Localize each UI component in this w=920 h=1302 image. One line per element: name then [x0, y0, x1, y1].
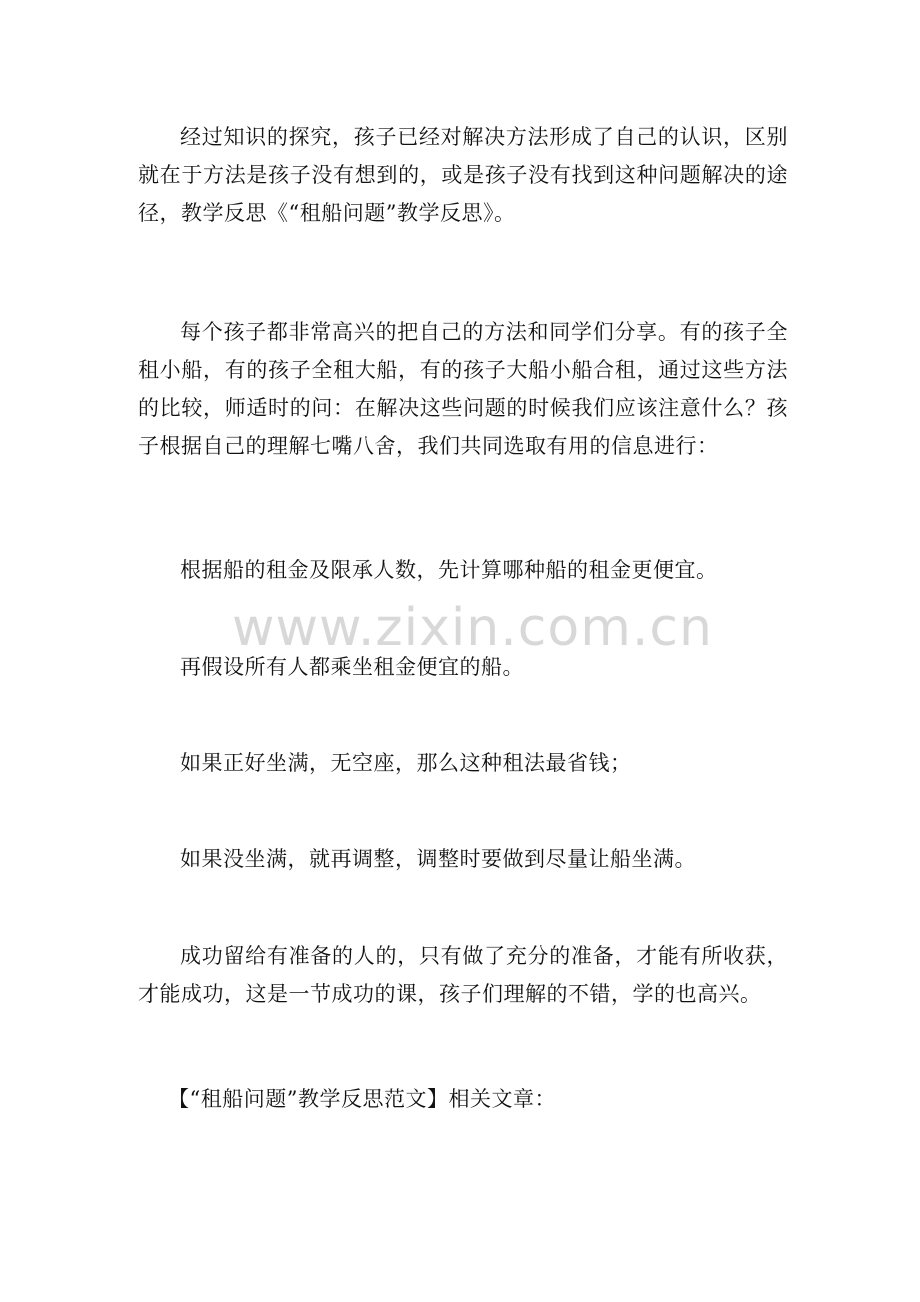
paragraph-4: 再假设所有人都乘坐租金便宜的船。: [180, 655, 524, 679]
paragraph-6: 如果没坐满，就再调整，调整时要做到尽量让船坐满。: [180, 847, 696, 871]
paragraph-1: 经过知识的探究，孩子已经对解决方法形成了自己的认识，区别就在于方法是孩子没有想到的，或是孩子没有找到这种问题解决的途径，教学反思《“租船问题”教学反思》。: [138, 125, 788, 225]
paragraph-5: 如果正好坐满，无空座，那么这种租法最省钱；: [180, 751, 632, 775]
related-articles-heading: 【“租船问题”教学反思范文】相关文章：: [168, 1087, 556, 1111]
watermark: www.zixin.com.cn: [232, 598, 713, 658]
paragraph-2: 每个孩子都非常高兴的把自己的方法和同学们分享。有的孩子全租小船，有的孩子全租大船，有的孩子大船小船合租，通过这些方法的比较，师适时的问：在解决这些问题的时候我们应该注意什么？孩子根据自己的理解七嘴八舍，我们共同选取有用的信息进行：: [138, 320, 788, 458]
paragraph-7: 成功留给有准备的人的，只有做了充分的准备，才能有所收获，才能成功，这是一节成功的课，孩子们理解的不错，学的也高兴。: [138, 944, 788, 1006]
paragraph-3: 根据船的租金及限承人数，先计算哪种船的租金更便宜。: [180, 558, 718, 582]
